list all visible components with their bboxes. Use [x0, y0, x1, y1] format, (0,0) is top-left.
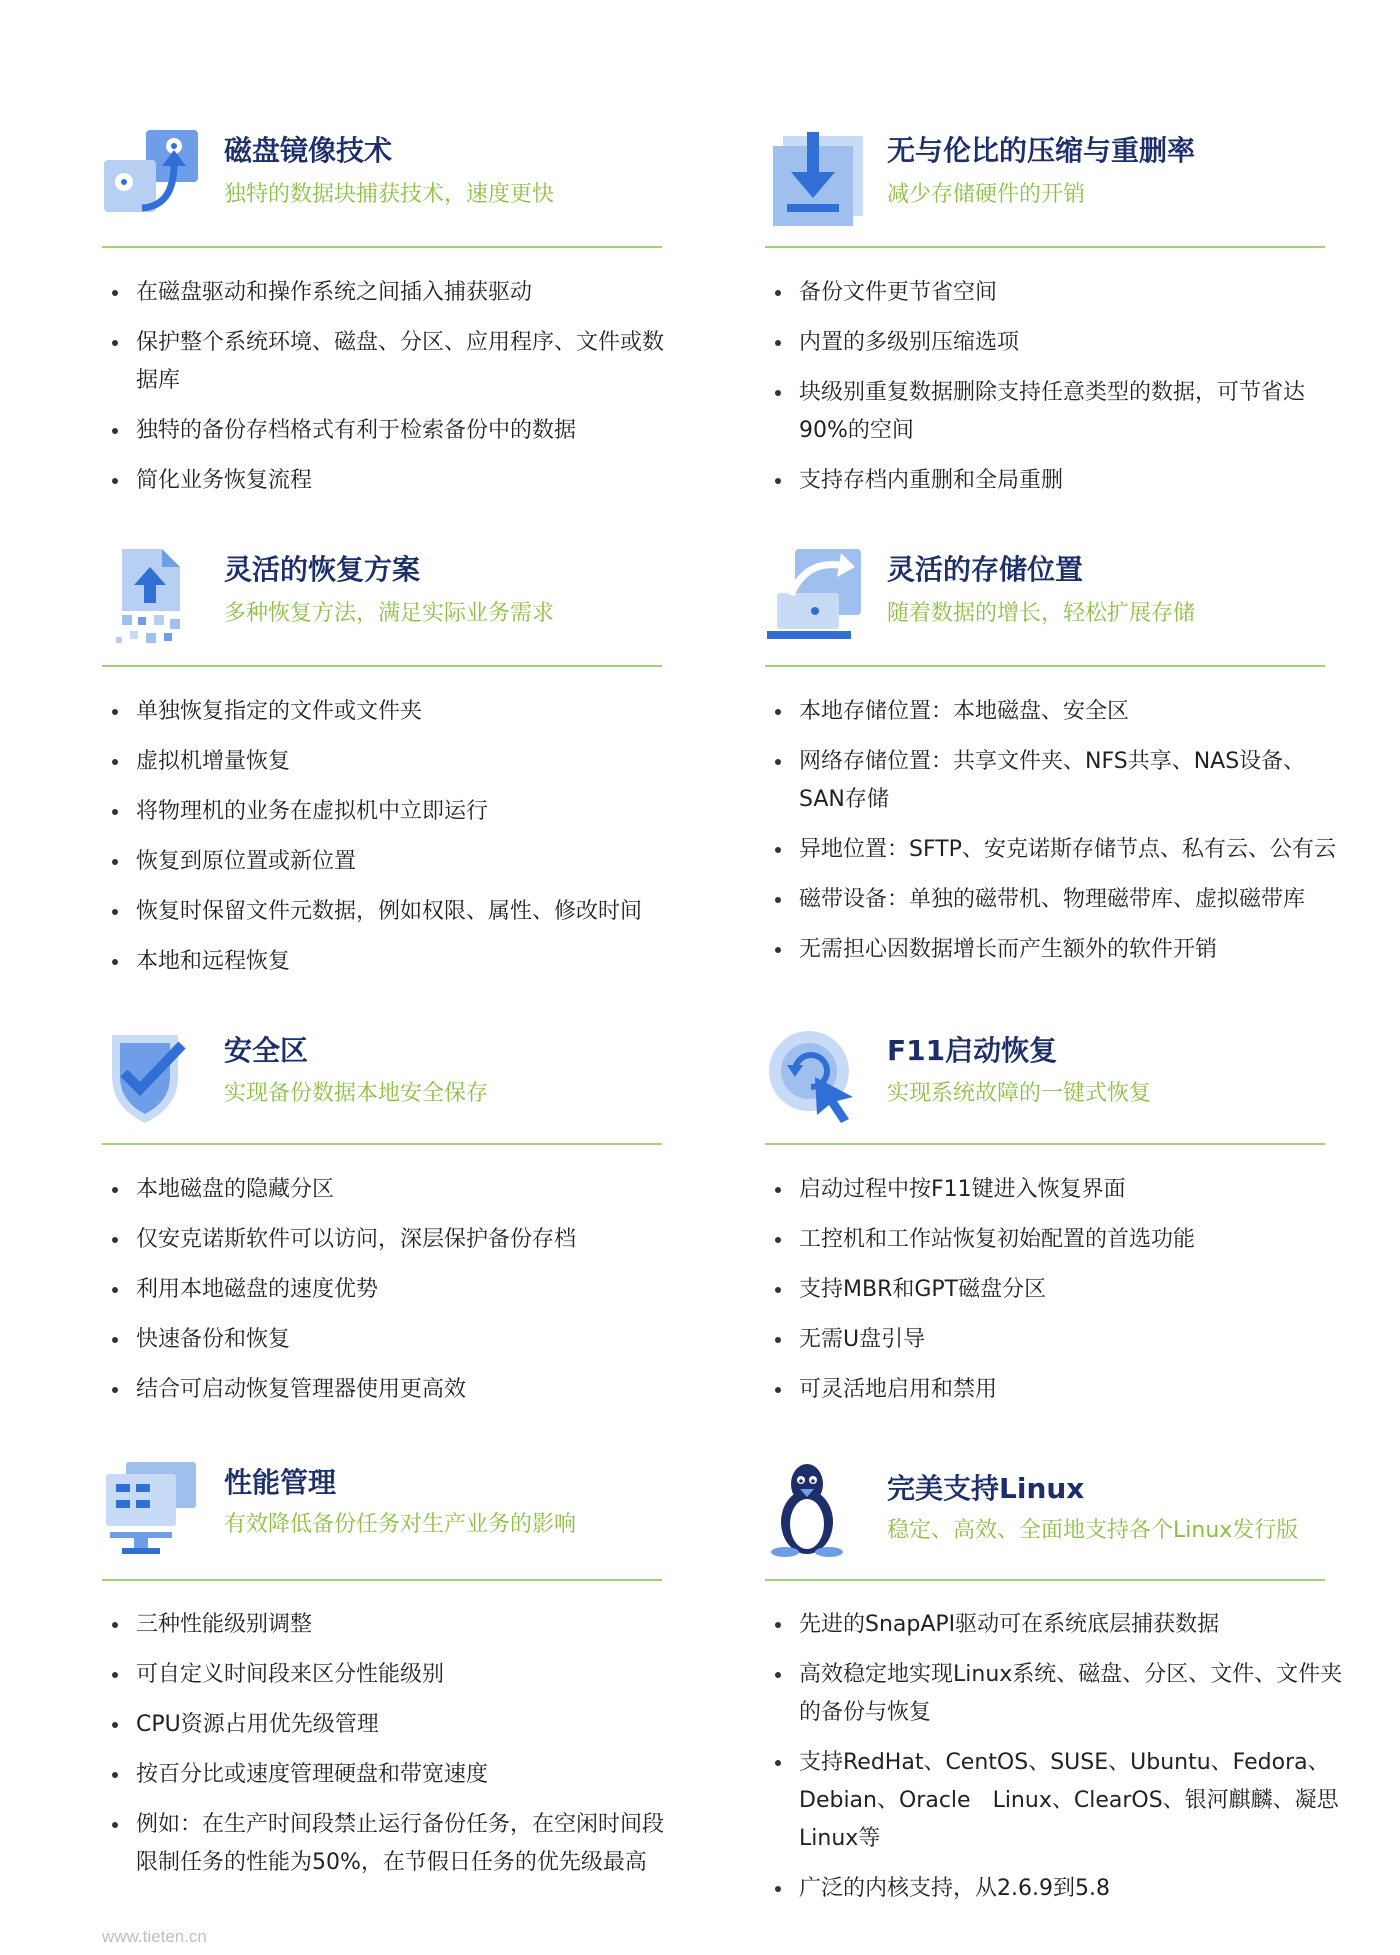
list-item: 在磁盘驱动和操作系统之间插入捕获驱动: [112, 274, 682, 312]
bullet-list: [112, 274, 682, 512]
section-subtitle: 独特的数据块捕获技术，速度更快: [224, 182, 555, 207]
section-divider: [765, 1579, 1325, 1581]
list-item: 可自定义时间段来区分性能级别: [112, 1656, 682, 1694]
section-title: 完美支持Linux: [887, 1472, 1085, 1505]
list-item: 将物理机的业务在虚拟机中立即运行: [112, 793, 682, 831]
list-item: 仅安克诺斯软件可以访问，深层保护备份存档: [112, 1221, 682, 1259]
list-item: 本地存储位置：本地磁盘、安全区: [775, 693, 1345, 731]
section-divider: [102, 246, 662, 248]
compression-icon: [765, 128, 865, 228]
list-item: 备份文件更节省空间: [775, 274, 1345, 312]
storage-location-icon: [765, 547, 865, 647]
section-divider: [765, 665, 1325, 667]
list-item: CPU资源占用优先级管理: [112, 1706, 682, 1744]
list-item: 虚拟机增量恢复: [112, 743, 682, 781]
section-title: 安全区: [224, 1034, 309, 1067]
list-item: 恢复到原位置或新位置: [112, 843, 682, 881]
section-divider: [102, 665, 662, 667]
section-divider: [765, 246, 1325, 248]
section-divider: [102, 1143, 662, 1145]
section-subtitle: 随着数据的增长，轻松扩展存储: [887, 601, 1196, 626]
bullet-list: [112, 1606, 682, 1894]
bullet-list: [775, 1171, 1345, 1421]
section-title: 灵活的存储位置: [887, 553, 1084, 586]
section-subtitle: 稳定、高效、全面地支持各个Linux发行版: [887, 1518, 1299, 1543]
list-item: 广泛的内核支持，从2.6.9到5.8: [775, 1870, 1345, 1908]
list-item: 块级别重复数据删除支持任意类型的数据，可节省达90%的空间: [775, 374, 1345, 450]
list-item: 磁带设备：单独的磁带机、物理磁带库、虚拟磁带库: [775, 881, 1345, 919]
restart-cursor-icon: [765, 1027, 865, 1127]
list-item: 可灵活地启用和禁用: [775, 1371, 1345, 1409]
bullet-list: [112, 1171, 682, 1421]
section-title: F11启动恢复: [887, 1034, 1058, 1067]
bullet-list: [775, 1606, 1345, 1920]
section-subtitle: 多种恢复方法，满足实际业务需求: [224, 601, 555, 626]
list-item: 快速备份和恢复: [112, 1321, 682, 1359]
bullet-list: [775, 274, 1345, 512]
list-item: 保护整个系统环境、磁盘、分区、应用程序、文件或数据库: [112, 324, 682, 400]
list-item: 按百分比或速度管理硬盘和带宽速度: [112, 1756, 682, 1794]
bullet-list: [112, 693, 682, 993]
disk-mirror-icon: [102, 128, 202, 228]
list-item: 利用本地磁盘的速度优势: [112, 1271, 682, 1309]
list-item: 网络存储位置：共享文件夹、NFS共享、NAS设备、SAN存储: [775, 743, 1345, 819]
footer-url: www.tieten.cn: [102, 1927, 207, 1946]
list-item: 启动过程中按F11键进入恢复界面: [775, 1171, 1345, 1209]
list-item: 本地磁盘的隐藏分区: [112, 1171, 682, 1209]
section-subtitle: 减少存储硬件的开销: [887, 182, 1086, 207]
list-item: 例如：在生产时间段禁止运行备份任务，在空闲时间段限制任务的性能为50%，在节假日任务的优先级最高: [112, 1806, 682, 1882]
list-item: 内置的多级别压缩选项: [775, 324, 1345, 362]
shield-check-icon: [102, 1027, 202, 1127]
section-subtitle: 实现备份数据本地安全保存: [224, 1081, 489, 1106]
list-item: 异地位置：SFTP、安克诺斯存储节点、私有云、公有云: [775, 831, 1345, 869]
list-item: 独特的备份存档格式有利于检索备份中的数据: [112, 412, 682, 450]
list-item: 无需担心因数据增长而产生额外的软件开销: [775, 931, 1345, 969]
section-divider: [765, 1143, 1325, 1145]
list-item: 恢复时保留文件元数据，例如权限、属性、修改时间: [112, 893, 682, 931]
list-item: 工控机和工作站恢复初始配置的首选功能: [775, 1221, 1345, 1259]
list-item: 高效稳定地实现Linux系统、磁盘、分区、文件、文件夹的备份与恢复: [775, 1656, 1345, 1732]
list-item: 单独恢复指定的文件或文件夹: [112, 693, 682, 731]
file-restore-icon: [102, 547, 202, 647]
section-title: 磁盘镜像技术: [224, 134, 393, 167]
section-title: 性能管理: [224, 1466, 337, 1499]
list-item: 本地和远程恢复: [112, 943, 682, 981]
section-title: 灵活的恢复方案: [224, 553, 421, 586]
bullet-list: [775, 693, 1345, 981]
section-subtitle: 实现系统故障的一键式恢复: [887, 1081, 1152, 1106]
list-item: 支持RedHat、CentOS、SUSE、Ubuntu、Fedora、Debian、Oracle Linux、ClearOS、银河麒麟、凝思Linux等: [775, 1744, 1345, 1858]
list-item: 简化业务恢复流程: [112, 462, 682, 500]
linux-penguin-icon: [765, 1460, 865, 1560]
list-item: 三种性能级别调整: [112, 1606, 682, 1644]
monitor-performance-icon: [102, 1460, 202, 1560]
list-item: 支持存档内重删和全局重删: [775, 462, 1345, 500]
list-item: 支持MBR和GPT磁盘分区: [775, 1271, 1345, 1309]
list-item: 无需U盘引导: [775, 1321, 1345, 1359]
list-item: 先进的SnapAPI驱动可在系统底层捕获数据: [775, 1606, 1345, 1644]
section-title: 无与伦比的压缩与重删率: [887, 134, 1196, 167]
section-subtitle: 有效降低备份任务对生产业务的影响: [224, 1512, 577, 1537]
list-item: 结合可启动恢复管理器使用更高效: [112, 1371, 682, 1409]
section-divider: [102, 1579, 662, 1581]
